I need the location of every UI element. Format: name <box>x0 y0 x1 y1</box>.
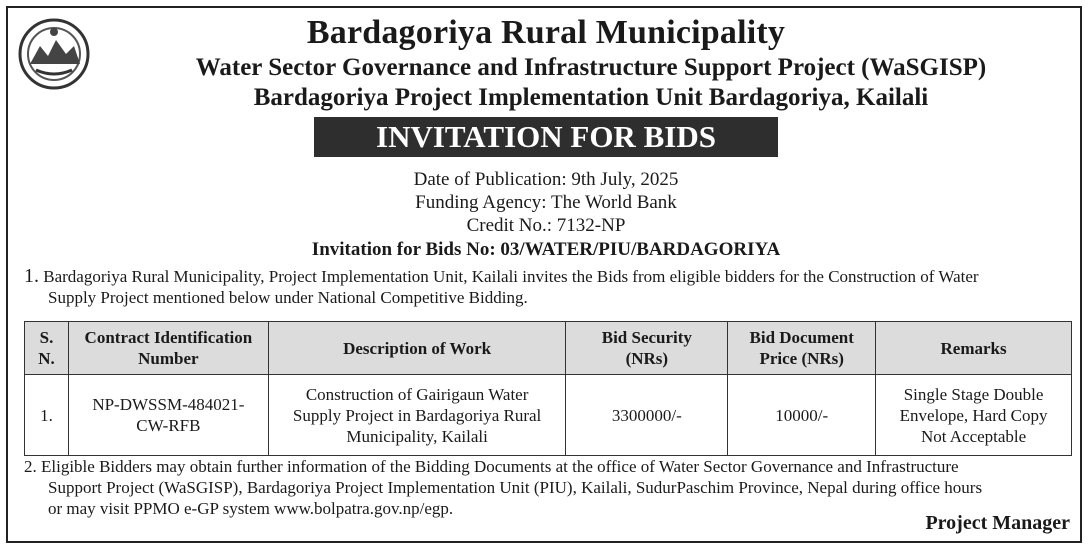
municipality-title: Bardagoriya Rural Municipality <box>306 14 786 51</box>
cell-remarks: Single Stage Double Envelope, Hard Copy Not Acceptable <box>876 375 1072 456</box>
paragraph-2-line-3: or may visit PPMO e-GP system www.bolpatra.gov.np/egp. <box>48 499 454 518</box>
paragraph-1 <box>24 266 1074 308</box>
header-contract-id: Contract Identification Number <box>68 322 268 375</box>
paragraph-1-number: 1. <box>24 265 39 287</box>
invitation-banner: INVITATION FOR BIDS <box>314 117 778 157</box>
paragraph-2 <box>24 456 1074 519</box>
cell-document-price: 10000/- <box>728 375 876 456</box>
header-description: Description of Work <box>268 322 566 375</box>
bid-table <box>24 321 1072 456</box>
header-remarks: Remarks <box>876 322 1072 375</box>
funding-agency: Funding Agency: The World Bank <box>415 192 677 213</box>
publication-date: Date of Publication: 9th July, 2025 <box>413 169 679 190</box>
paragraph-1-line-1: Bardagoriya Rural Municipality, Project Implementation Unit, Kailali invites the Bids from eligible bidders for the Construction of Water <box>43 267 979 286</box>
paragraph-2-line-1: Eligible Bidders may obtain further information of the Bidding Documents at the office of Water Sector Governance and Infrastructure <box>41 457 959 476</box>
header-document-price: Bid Document Price (NRs) <box>728 322 876 375</box>
cell-sn: 1. <box>25 375 69 456</box>
table-row <box>25 375 1072 456</box>
header-bid-security: Bid Security (NRs) <box>566 322 728 375</box>
paragraph-1-line-2: Supply Project mentioned below under National Competitive Bidding. <box>48 288 528 307</box>
cell-description: Construction of Gairigaun Water Supply Project in Bardagoriya Rural Municipality, Kailali <box>268 375 566 456</box>
header-sn: S. N. <box>25 322 69 375</box>
paragraph-2-line-2: Support Project (WaSGISP), Bardagoriya Project Implementation Unit (PIU), Kailali, SudurPaschim Province, Nepal during office hours <box>48 478 983 497</box>
credit-number: Credit No.: 7132-NP <box>466 215 626 236</box>
ifb-number: Invitation for Bids No: 03/WATER/PIU/BARDAGORIYA <box>311 239 781 260</box>
cell-bid-security: 3300000/- <box>566 375 728 456</box>
signatory: Project Manager <box>925 512 1070 534</box>
cell-contract-id: NP-DWSSM-484021- CW-RFB <box>68 375 268 456</box>
project-subtitle: Water Sector Governance and Infrastructure Support Project (WaSGISP) <box>195 54 987 81</box>
implementation-unit: Bardagoriya Project Implementation Unit Bardagoriya, Kailali <box>253 84 929 111</box>
paragraph-2-number: 2. <box>24 457 37 476</box>
table-header-row <box>25 322 1072 375</box>
